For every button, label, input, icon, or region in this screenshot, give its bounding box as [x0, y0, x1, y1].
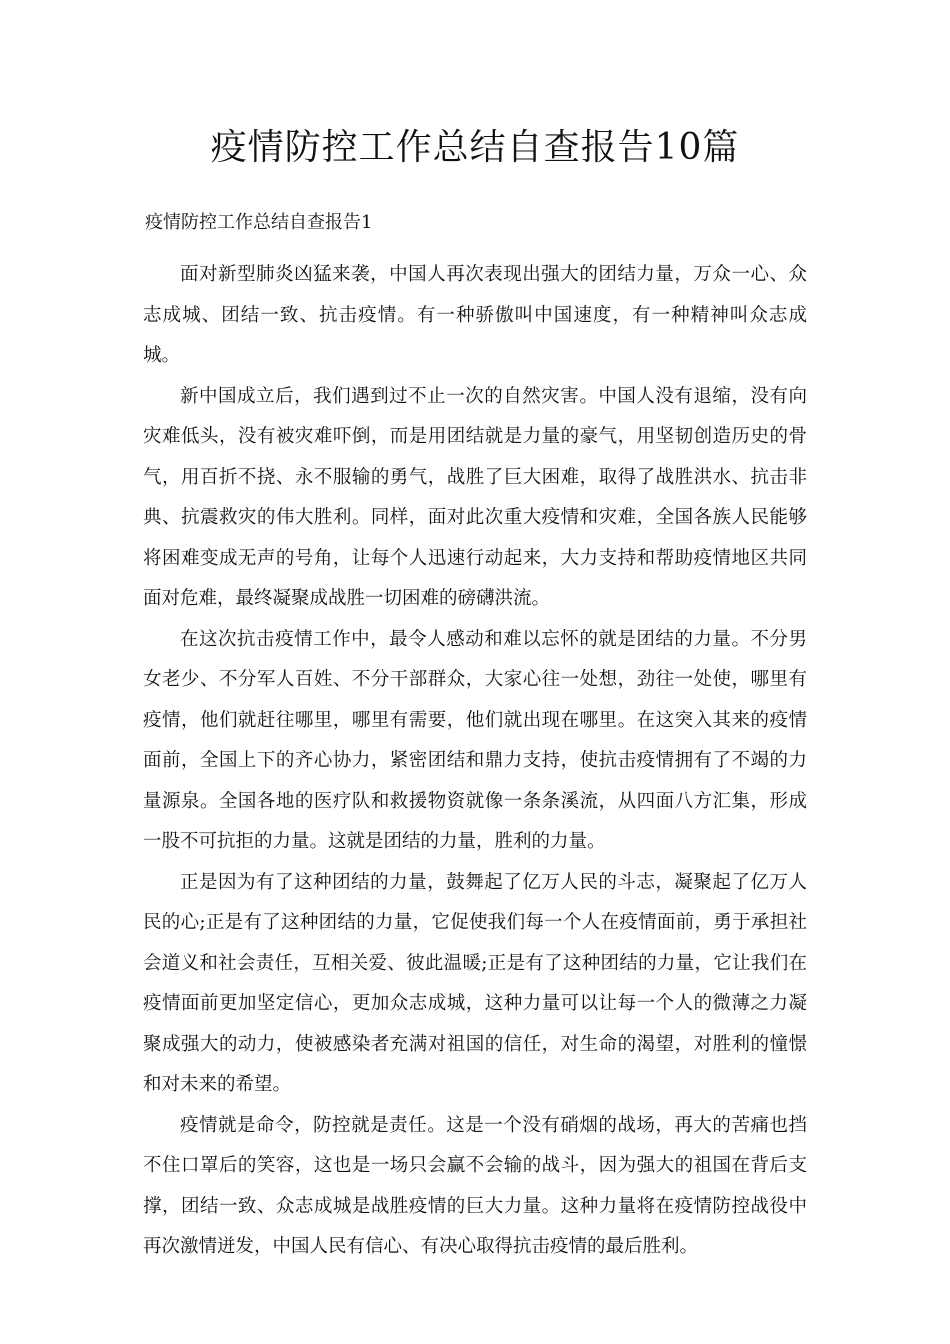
paragraph-2: 新中国成立后，我们遇到过不止一次的自然灾害。中国人没有退缩，没有向灾难低头，没有被灾难吓倒，而是用团结就是力量的豪气，用坚韧创造历史的骨气，用百折不挠、永不服输的勇气，战胜了巨大困难，取得了战胜洪水、抗击非典、抗震救灾的伟大胜利。同样，面对此次重大疫情和灾难，全国各族人民能够将困难变成无声的号角，让每个人迅速行动起来，大力支持和帮助疫情地区共同面对危难，最终凝聚成战胜一切困难的磅礴洪流。	[143, 385, 807, 609]
paragraph-3: 在这次抗击疫情工作中，最令人感动和难以忘怀的就是团结的力量。不分男女老少、不分军人百姓、不分干部群众，大家心往一处想，劲往一处使，哪里有疫情，他们就赶往哪里，哪里有需要，他们就出现在哪里。在这突入其来的疫情面前，全国上下的齐心协力，紧密团结和鼎力支持，使抗击疫情拥有了不竭的力量源泉。全国各地的医疗队和救援物资就像一条条溪流，从四面八方汇集，形成一股不可抗拒的力量。这就是团结的力量，胜利的力量。	[143, 628, 807, 852]
section-heading: 疫情防控工作总结自查报告1	[145, 212, 373, 233]
paragraph-1: 面对新型肺炎凶猛来袭，中国人再次表现出强大的团结力量，万众一心、众志成城、团结一致、抗击疫情。有一种骄傲叫中国速度，有一种精神叫众志成城。	[143, 264, 807, 366]
paragraph-4: 正是因为有了这种团结的力量，鼓舞起了亿万人民的斗志，凝聚起了亿万人民的心;正是有了这种团结的力量，它促使我们每一个人在疫情面前，勇于承担社会道义和社会责任，互相关爱、彼此温暖;正是有了这种团结的力量，它让我们在疫情面前更加坚定信心，更加众志成城，这种力量可以让每一个人的微薄之力凝聚成强大的动力，使被感染者充满对祖国的信任，对生命的渴望，对胜利的憧憬和对未来的希望。	[143, 871, 807, 1095]
document-title: 疫情防控工作总结自查报告10篇	[210, 127, 740, 168]
paragraph-5: 疫情就是命令，防控就是责任。这是一个没有硝烟的战场，再大的苦痛也挡不住口罩后的笑容，这也是一场只会赢不会输的战斗，因为强大的祖国在背后支撑，团结一致、众志成城是战胜疫情的巨大力量。这种力量将在疫情防控战役中再次激情迸发，中国人民有信心、有决心取得抗击疫情的最后胜利。	[143, 1114, 807, 1257]
document-body	[143, 255, 807, 1268]
